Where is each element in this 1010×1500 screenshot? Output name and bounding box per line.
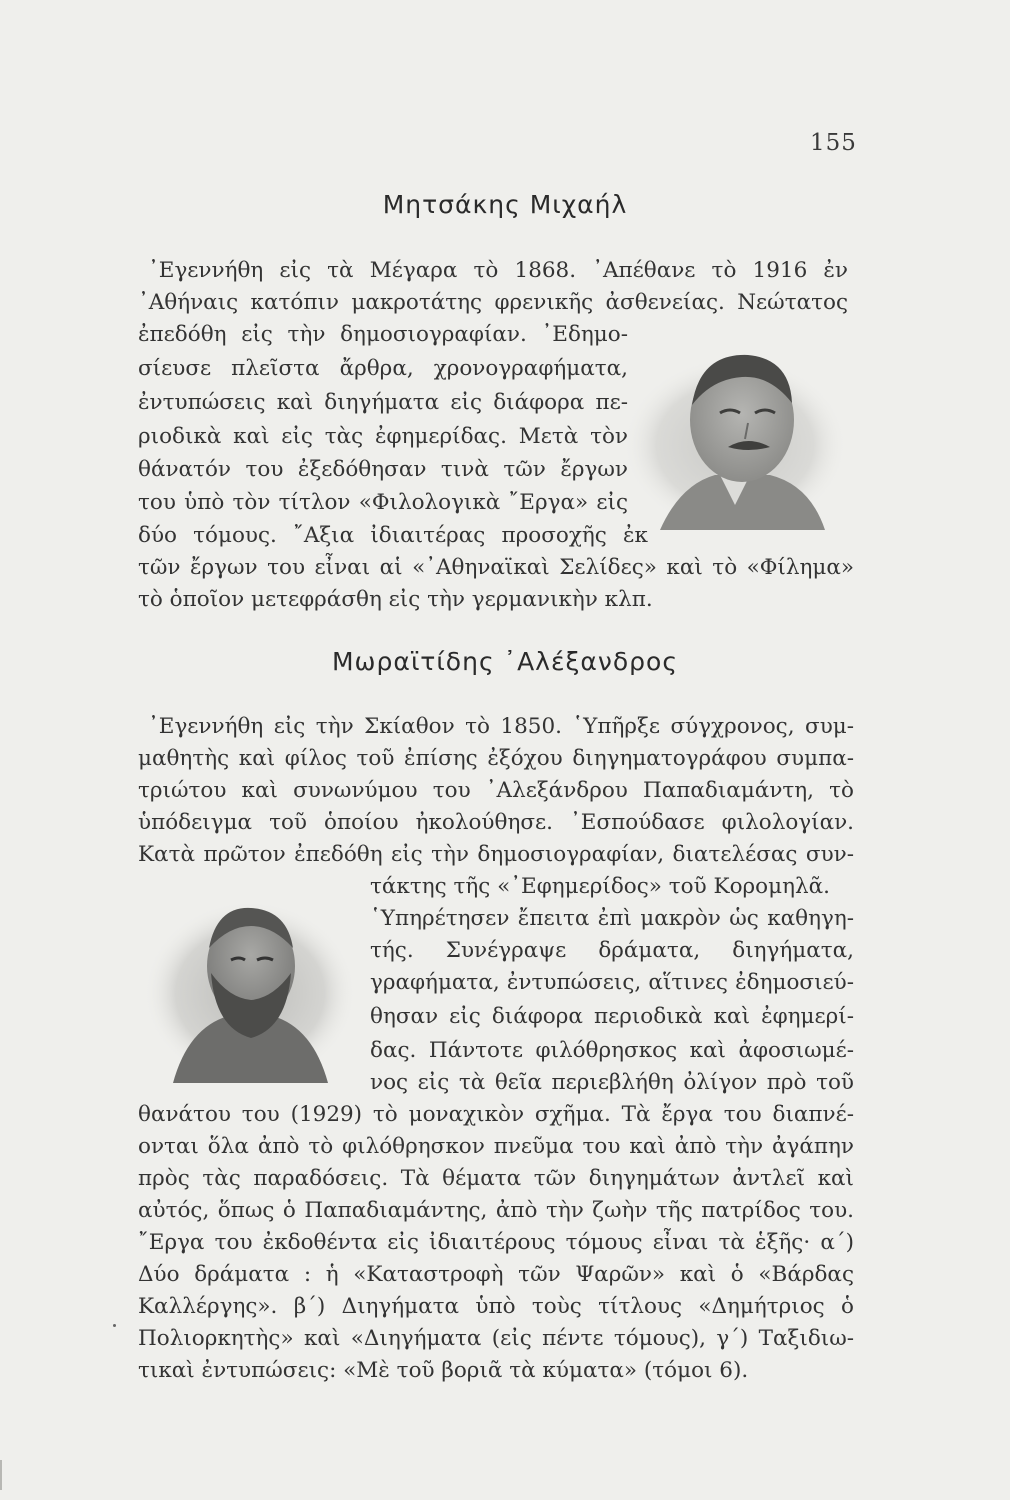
article2-line-19: Καλλέργης». β΄) Διηγήματα ὑπὸ τοὺς τίτλους «Δημήτριος ὁ xyxy=(138,1294,854,1319)
article1-line-11: τὸ ὁποῖον μετεφράσθη εἰς τὴν γερμανικὴν κλπ. xyxy=(138,587,653,612)
article2-line-17: ῎Εργα του ἐκδοθέντα εἰς ἰδιαιτέρους τόμους εἶναι τὰ ἑξῆς· α΄) xyxy=(138,1230,854,1255)
article2-line-15: πρὸς τὰς παραδόσεις. Τὰ θέματα τῶν διηγημάτων ἀντλεῖ καὶ xyxy=(138,1166,854,1191)
article2-line-3: τριώτου καὶ συνωνύμου του ᾿Αλεξάνδρου Παπαδιαμάντη, τὸ xyxy=(138,778,854,803)
article2-line-18: Δύο δράματα : ἡ «Καταστροφὴ τῶν Ψαρῶν» καὶ ὁ «Βάρδας xyxy=(138,1262,854,1287)
scan-edge-mark xyxy=(0,1460,2,1490)
article1-line-2: ᾿Αθήναις κατόπιν μακροτάτης φρενικῆς ἀσθενείας. Νεώτατος xyxy=(138,290,848,315)
scan-speck xyxy=(113,1324,116,1327)
article2-line-5: Κατὰ πρῶτον ἐπεδόθη εἰς τὴν δημοσιογραφίαν, διατελέσας συν- xyxy=(138,842,854,867)
article2-line-6: τάκτης τῆς «᾿Εφημερίδος» τοῦ Κορομηλᾶ. xyxy=(370,874,830,899)
article1-line-7: θάνατόν του ἐξεδόθησαν τινὰ τῶν ἔργων xyxy=(138,457,628,482)
article1-line-1: ᾿Εγεννήθη εἰς τὰ Μέγαρα τὸ 1868. ᾿Απέθανε τὸ 1916 ἐν xyxy=(148,258,848,283)
article2-line-10: θησαν εἰς διάφορα περιοδικὰ καὶ ἐφημερί- xyxy=(370,1004,854,1029)
article1-line-8: του ὑπὸ τὸν τίτλον «Φιλολογικὰ ῎Εργα» εἰς xyxy=(138,490,628,515)
article2-line-11: δας. Πάντοτε φιλόθρησκος καὶ ἀφοσιωμέ- xyxy=(370,1038,854,1063)
article2-line-8: τής. Συνέγραψε δράματα, διηγήματα, xyxy=(370,938,854,963)
article1-title: Μητσάκης Μιχαήλ xyxy=(382,190,628,219)
article2-line-21: τικαὶ ἐντυπώσεις: «Μὲ τοῦ βοριᾶ τὰ κύματα» (τόμοι 6). xyxy=(138,1358,749,1383)
article2-line-16: αὐτός, ὅπως ὁ Παπαδιαμάντης, ἀπὸ τὴν ζωὴν τῆς πατρίδος του. xyxy=(138,1198,854,1223)
article2-line-4: ὑπόδειγμα τοῦ ὁποίου ἠκολούθησε. ᾿Εσπούδασε φιλολογίαν. xyxy=(138,810,854,835)
article1-line-3: ἐπεδόθη εἰς τὴν δημοσιογραφίαν. ᾿Εδημο- xyxy=(138,322,628,347)
article1-line-6: ριοδικὰ καὶ εἰς τὰς ἐφημερίδας. Μετὰ τὸν xyxy=(138,424,628,449)
article2-line-9: γραφήματα, ἐντυπώσεις, αἵτινες ἐδημοσιεύ- xyxy=(370,970,854,995)
article1-line-5: ἐντυπώσεις καὶ διηγήματα εἰς διάφορα πε- xyxy=(138,390,628,415)
article2-line-20: Πολιορκητὴς» καὶ «Διηγήματα (εἰς πέντε τόμους), γ΄) Ταξιδιω- xyxy=(138,1326,854,1351)
article1-line-10: τῶν ἔργων του εἶναι αἱ «᾿Αθηναϊκαὶ Σελίδες» καὶ τὸ «Φίλημα» xyxy=(138,555,854,580)
article2-title: Μωραϊτίδης ᾿Αλέξανδρος xyxy=(331,647,678,676)
article2-line-12: νος εἰς τὰ θεῖα περιεβλήθη ὀλίγον πρὸ τοῦ xyxy=(370,1070,854,1095)
page-number: 155 xyxy=(810,130,857,156)
article2-line-7: ῾Υπηρέτησεν ἔπειτα ἐπὶ μακρὸν ὡς καθηγη- xyxy=(370,906,854,931)
article2-line-1: ᾿Εγεννήθη εἰς τὴν Σκίαθον τὸ 1850. ῾Υπῆρξε σύγχρονος, συμ- xyxy=(148,714,854,739)
article1-line-9: δύο τόμους. ῎Αξια ἰδιαιτέρας προσοχῆς ἐκ xyxy=(138,523,648,548)
article2-line-14: ονται ὅλα ἀπὸ τὸ φιλόθρησκον πνεῦμα του καὶ ἀπὸ τὴν ἀγάπην xyxy=(138,1134,854,1159)
article1-line-4: σίευσε πλεῖστα ἄρθρα, χρονογραφήματα, xyxy=(138,356,628,381)
article2-line-2: μαθητὴς καὶ φίλος τοῦ ἐπίσης ἐξόχου διηγηματογράφου συμπα- xyxy=(138,746,854,771)
portrait-moraitidis xyxy=(143,888,358,1088)
portrait-mitsakis xyxy=(620,335,850,535)
article2-line-13: θανάτου του (1929) τὸ μοναχικὸν σχῆμα. Τὰ ἔργα του διαπνέ- xyxy=(138,1102,854,1127)
